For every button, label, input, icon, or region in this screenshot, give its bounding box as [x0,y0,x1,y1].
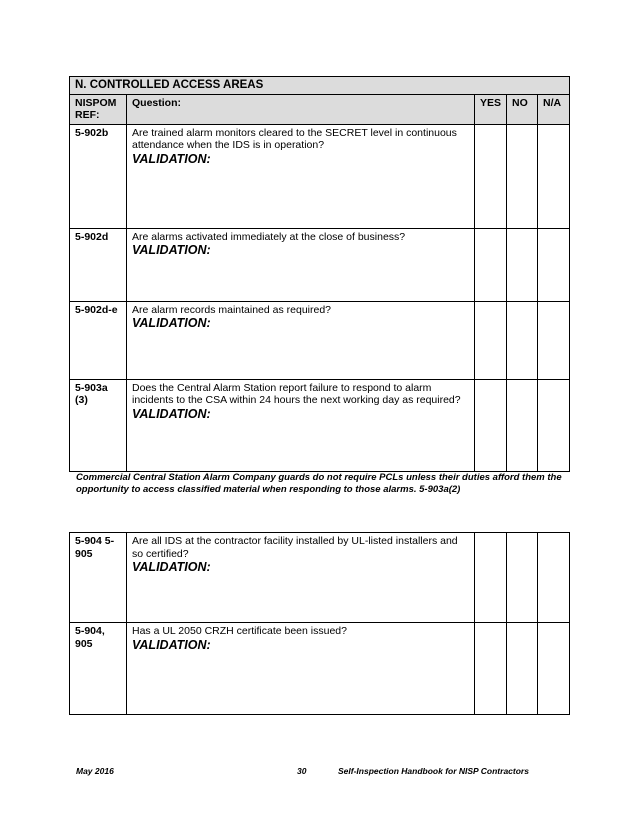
yes-cell[interactable] [475,124,507,228]
table-row [70,379,570,471]
row-question: Are alarm records maintained as required? [132,303,332,316]
row-question-cell [127,301,475,379]
row-validation: VALIDATION: [132,243,211,257]
pcl-note: Commercial Central Station Alarm Company guards do not require PCLs unless their duties afford them the opportunity to access classified material when responding to those alarms. 5-903a(2) [76,472,562,495]
no-cell[interactable] [507,623,538,715]
header-na: N/A [538,94,570,124]
row-question: Are trained alarm monitors cleared to the SECRET level in continuous attendance when the IDS is in operation? [132,126,457,151]
header-no: NO [507,94,538,124]
row-question-cell [127,623,475,715]
table-row [70,623,570,715]
no-cell[interactable] [507,228,538,301]
yes-cell[interactable] [475,379,507,471]
row-ref: 5-903a (3) [70,379,127,471]
na-cell[interactable] [538,228,570,301]
header-yes: YES [475,94,507,124]
row-ref: 5-904, 905 [70,623,127,715]
na-cell[interactable] [538,623,570,715]
row-ref: 5-902d [70,228,127,301]
ids-table [69,532,570,715]
row-validation: VALIDATION: [132,151,211,166]
table-row [70,124,570,228]
table-row [70,228,570,301]
footer-date: May 2016 [76,766,114,776]
row-ref: 5-904 5-905 [70,533,127,623]
no-cell[interactable] [507,379,538,471]
yes-cell[interactable] [475,301,507,379]
row-question: Has a UL 2050 CRZH certificate been issued? [132,625,347,637]
na-cell[interactable] [538,533,570,623]
no-cell[interactable] [507,124,538,228]
row-validation: VALIDATION: [132,316,211,330]
row-question-cell [127,379,475,471]
yes-cell[interactable] [475,228,507,301]
section-title: N. CONTROLLED ACCESS AREAS [70,77,570,95]
yes-cell[interactable] [475,623,507,715]
row-question-cell [127,124,475,228]
yes-cell[interactable] [475,533,507,623]
header-question: Question: [127,94,475,124]
row-question-cell [127,533,475,623]
no-cell[interactable] [507,533,538,623]
na-cell[interactable] [538,124,570,228]
no-cell[interactable] [507,301,538,379]
row-question-cell [127,228,475,301]
header-ref: NISPOM REF: [70,94,127,124]
table-row [70,301,570,379]
na-cell[interactable] [538,301,570,379]
controlled-access-table [69,76,570,472]
row-question: Are alarms activated immediately at the close of business? [132,230,406,243]
row-question: Does the Central Alarm Station report failure to respond to alarm incidents to the CSA within 24 hours the next working day as required? [132,381,461,406]
table-row [70,533,570,623]
footer-title: Self-Inspection Handbook for NISP Contractors [338,766,529,776]
row-validation: VALIDATION: [132,406,211,421]
row-question: Are all IDS at the contractor facility installed by UL-listed installers and so certified? [132,535,458,560]
row-ref: 5-902d-e [70,301,127,379]
footer-page-number: 30 [297,766,307,776]
na-cell[interactable] [538,379,570,471]
row-validation: VALIDATION: [132,637,211,652]
row-ref: 5-902b [70,124,127,228]
row-validation: VALIDATION: [132,560,211,574]
